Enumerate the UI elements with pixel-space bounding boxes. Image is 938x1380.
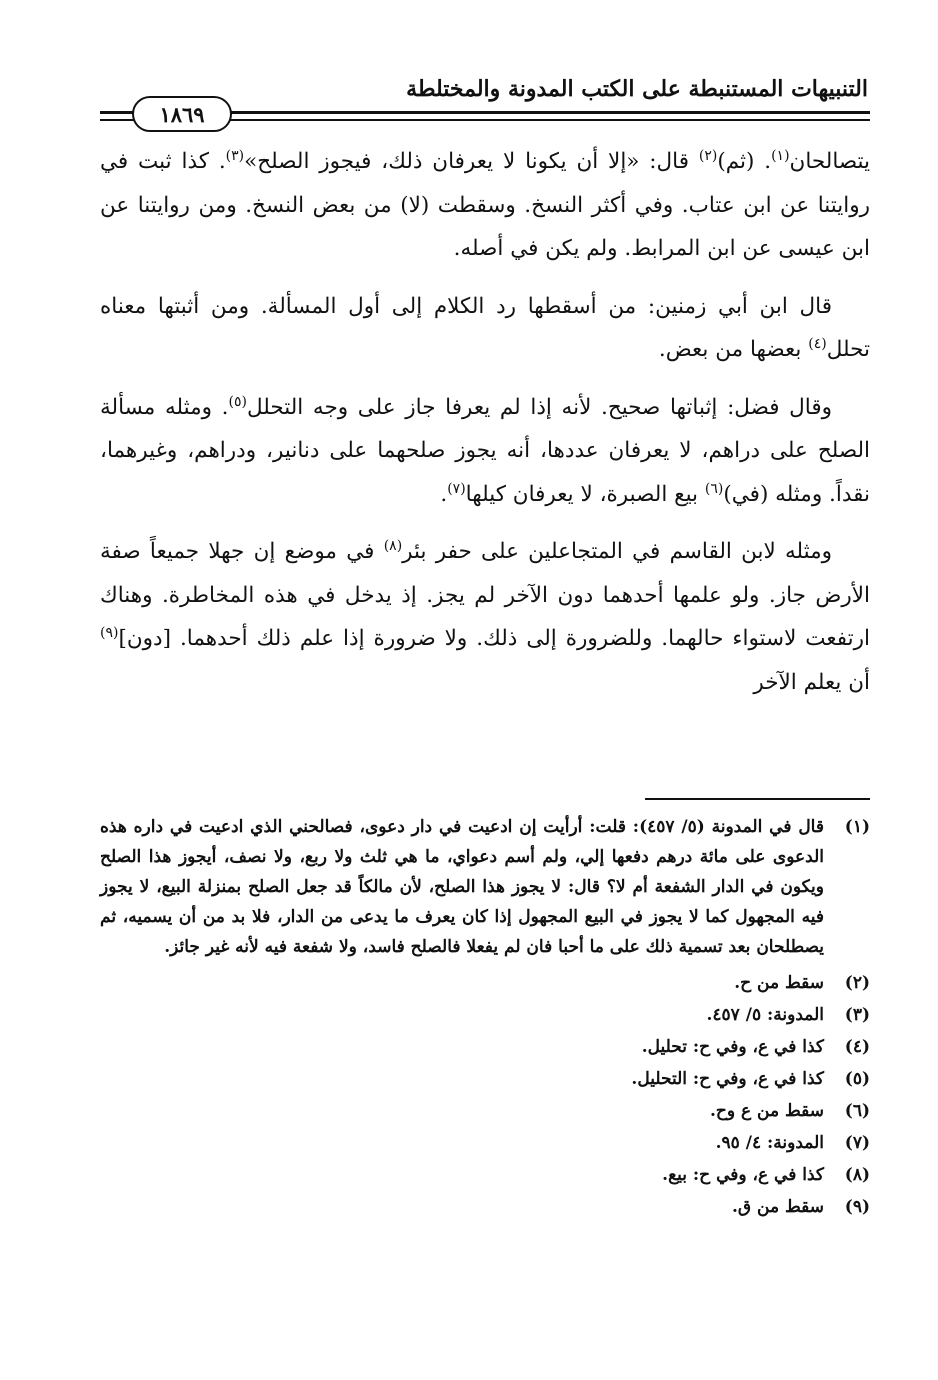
footnote-number: (١) [844,817,870,837]
text-segment: أن يعلم الآخر [753,669,870,695]
text-segment: بيع الصبرة، لا يعرفان كيلها [465,481,705,507]
footnote-number: (٣) [844,1005,870,1025]
footnote-text: سقط من ع وح. [709,1101,824,1121]
footnote-item [100,812,870,962]
footnote-text: سقط من ق. [732,1197,824,1217]
main-text [100,140,870,718]
text-segment: قال ابن أبي زمنين: من أسقطها رد الكلام إلى أول المسألة. ومن أثبتها معناه تحلل [100,293,870,362]
footnote-item [100,1000,870,1030]
footnote-item [100,968,870,998]
footnote-text: كذا في ع، وفي ح: تحليل. [641,1037,824,1057]
text-segment: بعضها من بعض. [658,337,809,362]
footnote-text: كذا في ع، وفي ح: التحليل. [631,1069,824,1089]
footnote-ref: (٣) [225,147,245,164]
footnote-number: (٥) [844,1069,870,1089]
paragraph-3 [100,386,870,517]
footnote-text: قال في المدونة (٥/ ٤٥٧): قلت: أرأيت إن ادعيت في دار دعوى، فصالحني الذي ادعيت في داره هذه الدعوى على مائة درهم دفعها إلي، ولم أسم دعواي، ما هي ثلث ولا ربع، ولا نصف، أيجوز هذا الصلح ويكون في الدار الشفعة أم لا؟ قال: لا يجوز هذا الصلح، لأن مالكاً قد جعل الصلح بمنزلة البيع، لا يجوز فيه المجهول كما لا يجوز في البيع المجهول إذا كان يعرف ما يدعى من الدار، فلا بد من أن يسميه، ثم يصطلحان بعد تسمية ذلك على ما أحبا فان لم يفعلا فالصلح فاسد، ولا شفعة فيه لأنه غير جائز. [100,817,824,957]
footnote-ref: (٢) [698,147,718,164]
footnote-number: (٢) [844,973,870,993]
text-segment: ومثله لابن القاسم في المتجاعلين على حفر بئر [402,539,833,564]
footnote-number: (٩) [844,1197,870,1217]
footnote-ref: (٦) [704,480,724,497]
footnote-text: سقط من ح. [734,973,824,993]
footnote-number: (٧) [844,1133,870,1153]
footnote-text: المدونة: ٥/ ٤٥٧. [706,1005,824,1025]
footnote-separator [645,798,870,800]
footnote-item [100,1128,870,1158]
footnote-number: (٤) [844,1037,870,1057]
footnote-ref: (١) [771,147,790,164]
footnote-ref: (٧) [447,480,466,497]
footnote-item [100,1096,870,1126]
text-segment: . ومثله مسألة الصلح على دراهم، لا يعرفان عددها، أنه يجوز صلحهما على دنانير، ودراهم، وغيرهما، نقداً. ومثله (في) [100,394,870,507]
footnote-item [100,1064,870,1094]
footnote-ref: (٤) [808,335,827,352]
footnote-item [100,1192,870,1222]
footnotes [100,812,870,1224]
text-segment: . (ثم) [717,149,772,174]
footnote-text: المدونة: ٤/ ٩٥. [715,1133,824,1153]
footnote-text: كذا في ع، وفي ح: بيع. [662,1165,824,1185]
footnote-number: (٦) [844,1101,870,1121]
text-segment: قال: «إلا أن يكونا لا يعرفان ذلك، فيجوز الصلح» [244,149,699,174]
paragraph-2 [100,285,870,372]
footnote-item [100,1160,870,1190]
page-number: ١٨٦٩ [159,101,205,127]
text-segment: وقال فضل: إثباتها صحيح. لأنه إذا لم يعرفا جاز على وجه التحلل [246,394,832,420]
paragraph-4 [100,530,870,704]
footnote-number: (٨) [844,1165,870,1185]
footnote-ref: (٨) [383,537,403,554]
footnote-ref: (٥) [228,393,247,410]
footnote-ref: (٩) [100,624,119,641]
footnote-item [100,1032,870,1062]
text-segment: . كذا ثبت في روايتنا عن ابن عتاب. وفي أكثر النسخ. وسقطت (لا) من بعض النسخ. ومن روايتنا عن ابن عيسى عن ابن المرابط. ولم يكن في أصله. [100,149,870,261]
text-segment: يتصالحان [789,149,870,174]
page-number-badge [132,96,232,132]
paragraph-1 [100,140,870,271]
running-header-title: التنبيهات المستنبطة على الكتب المدونة والمختلطة [406,76,868,102]
text-segment: . [440,481,448,507]
text-segment: في موضع إن جهلا جميعاً صفة الأرض جاز. ولو علمها أحدهما دون الآخر لم يجز. إذ يدخل في هذه المخاطرة. وهناك ارتفعت لاستواء حالهما. وللضرورة إلى ذلك. ولا ضرورة إذا علم ذلك أحدهما. [دون] [100,539,870,651]
